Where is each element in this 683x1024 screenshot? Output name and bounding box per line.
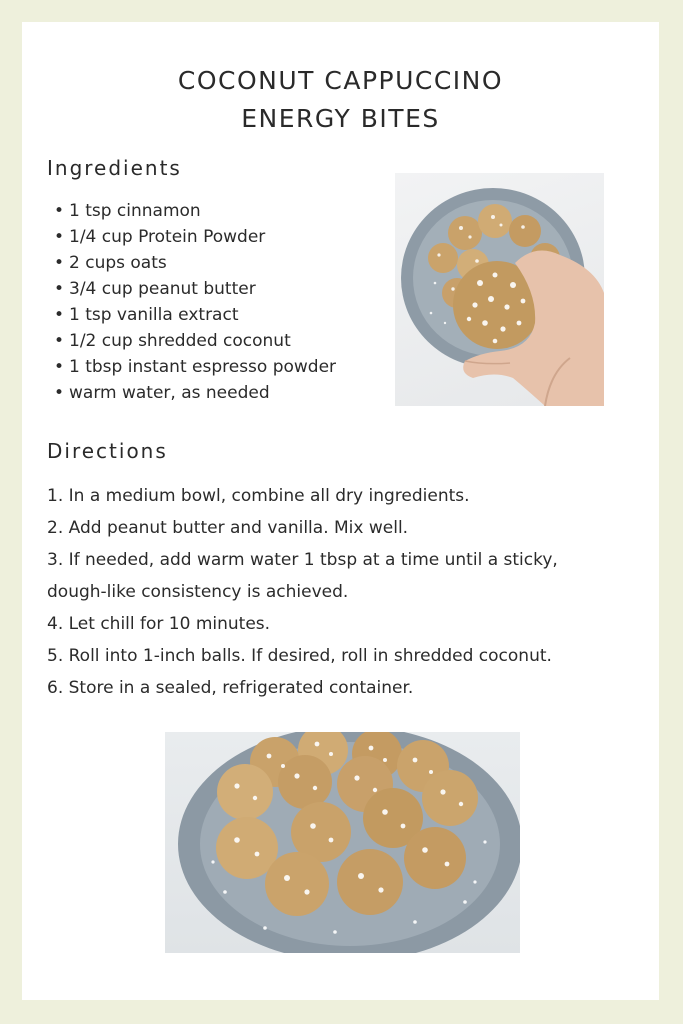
ingredients-list [47,198,336,406]
recipe-card [22,22,659,1000]
direction-step: 5. Roll into 1-inch balls. If desired, roll in shredded coconut. [47,646,552,666]
direction-step-continued: dough-like consistency is achieved. [47,582,349,602]
direction-step: 1. In a medium bowl, combine all dry ingredients. [47,486,470,506]
ingredients-heading: Ingredients [47,156,182,180]
energy-bite-in-hand-photo [395,173,604,406]
directions-list [47,480,647,704]
direction-step: 6. Store in a sealed, refrigerated container. [47,678,414,698]
ingredient-item: • 1/2 cup shredded coconut [54,331,291,351]
ingredient-item: • warm water, as needed [54,383,270,403]
ingredient-item: • 2 cups oats [54,253,167,273]
direction-step: 4. Let chill for 10 minutes. [47,614,271,634]
ingredient-item: • 1/4 cup Protein Powder [54,227,266,247]
recipe-title [22,62,659,138]
direction-step: 2. Add peanut butter and vanilla. Mix well. [47,518,409,538]
ingredient-item: • 1 tsp vanilla extract [54,305,239,325]
title-line-2: ENERGY BITES [241,104,440,133]
directions-heading: Directions [47,439,168,463]
title-line-1: COCONUT CAPPUCCINO [177,66,504,95]
ingredient-item: • 3/4 cup peanut butter [54,279,256,299]
energy-bites-plate-photo [165,732,520,953]
ingredient-item: • 1 tbsp instant espresso powder [54,357,337,377]
direction-step: 3. If needed, add warm water 1 tbsp at a time until a sticky, [47,550,558,570]
ingredient-item: • 1 tsp cinnamon [54,201,201,221]
